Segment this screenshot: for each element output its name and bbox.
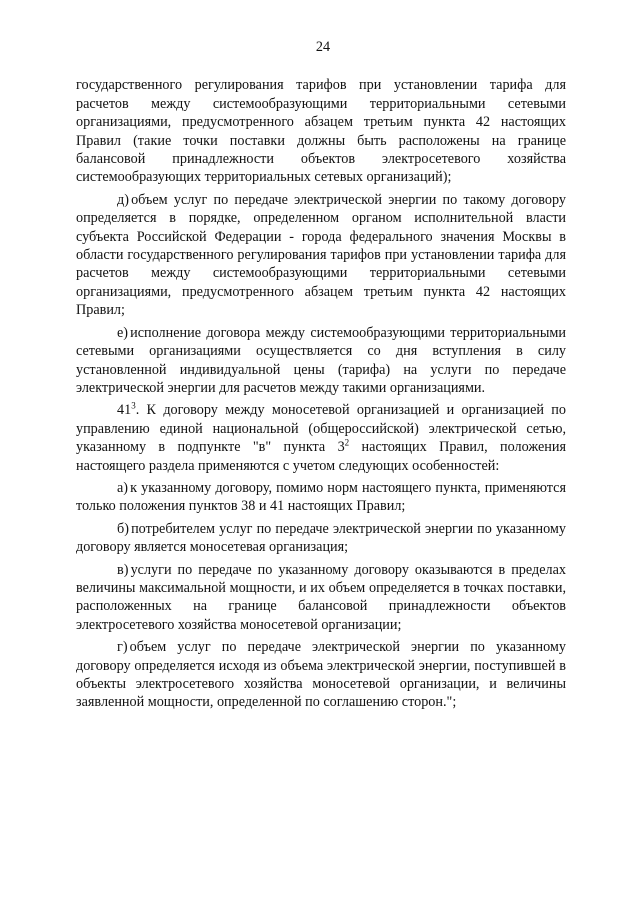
section-number: 41	[117, 402, 132, 419]
item-text: потребителем услуг по передаче электрической энергии по указанному договору является моносетевая организация;	[76, 520, 566, 556]
item-label: д)	[117, 191, 129, 208]
item-label: б)	[117, 520, 129, 537]
list-item-d	[76, 191, 566, 320]
list-item-e	[76, 324, 566, 398]
item-label: г)	[117, 639, 128, 656]
item-text: к указанному договору, помимо норм настоящего пункта, применяются только положения пунктов 38 и 41 настоящих Правил;	[76, 479, 566, 515]
section-text-after: настоящих Правил, положения настоящего раздела применяются с учетом следующих особенностей:	[76, 439, 566, 474]
item-text: услуги по передаче по указанному договору оказываются в пределах величины максимальной мощности, и их объем определяется в точках поставки, расположенных на границе балансовой принадлежности объектов электросетевого хозяйства моносетевой организации;	[76, 561, 566, 633]
item-text: объем услуг по передаче электрической энергии по такому договору определяется в порядке, определенном органом исполнительной власти субъекта Российской Федерации - города федерального значения Москвы в области государственного регулирования тарифов при установлении тарифа для расчетов между системообразующими территориальными сетевыми организациями, предусмотренного абзацем третьим пункта 42 настоящих Правил;	[76, 191, 566, 319]
section-41-3	[76, 401, 566, 475]
list-item-b	[76, 520, 566, 557]
item-text: исполнение договора между системообразующими территориальными сетевыми организациями осуществляется со дня вступления в силу установленной индивидуальной цены (тарифа) на услуги по передаче электрической энергии для расчетов между такими организациями.	[76, 324, 566, 396]
section-text-before: . К договору между моносетевой организацией и организацией по управлению единой национальной (общероссийской) электрической сетью, указанному в подпункте "в" пункта 3	[76, 402, 566, 456]
document-page	[76, 38, 566, 716]
item-label: а)	[117, 479, 129, 496]
list-item-g	[76, 638, 566, 712]
list-item-v	[76, 561, 566, 635]
item-label: в)	[117, 561, 129, 578]
page-number: 24	[315, 39, 331, 55]
item-text: объем услуг по передаче электрической энергии по указанному договору определяется исходя из объема электрической энергии, поступившей в объекты электросетевого хозяйства моносетевой организации, и величины заявленной мощности, определенной по соглашению сторон.";	[76, 639, 566, 711]
continuation-paragraph: государственного регулирования тарифов при установлении тарифа для расчетов между системообразующими территориальными сетевыми организациями, предусмотренного абзацем третьим пункта 42 настоящих Правил (такие точки поставки должны быть расположены на границе балансовой принадлежности объектов электросетевого хозяйства системообразующих территориальных сетевых организаций);	[76, 77, 566, 186]
item-label: е)	[117, 324, 129, 341]
list-item-a	[76, 479, 566, 516]
section-number-superscript: 3	[131, 400, 136, 411]
reference-superscript: 2	[344, 437, 350, 448]
